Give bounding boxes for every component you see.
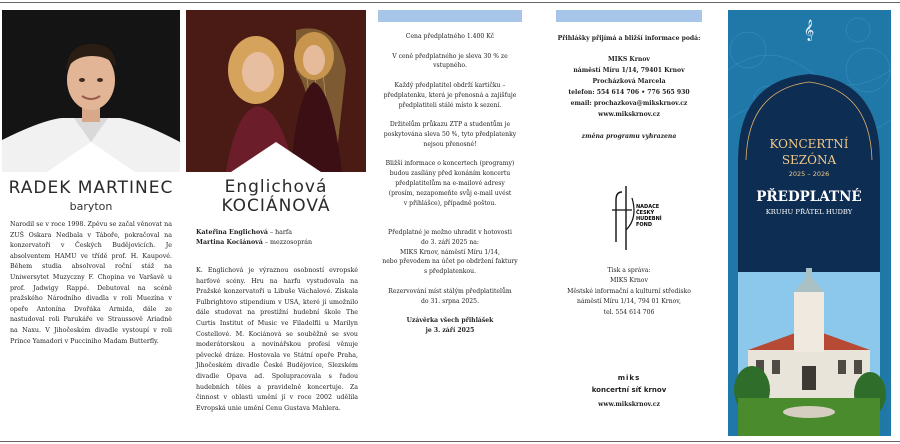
treble-clef-icon: 𝄞 (803, 20, 815, 41)
bottom-edge-line (0, 441, 900, 442)
p3lines-line: Bližší informace o koncertech (programy) (385, 160, 515, 168)
artist-bio: Narodil se v roce 1998. Zpěvu se začal věnovat na ZUŠ Oskara Nedbala v Táboře, pokračoval na konzervatoři v Českých Budějovicích. Je absolventem HAMU ve třídě prof. H. Kaupové. Během studia absolvoval roční stáž na Uniwersytet Muzyczny F. Chopina ve Varšavě u prof. Jadwigy Rappé. Debutoval na scéně pražského Národního divadla v roli Muezína v opeře Antonína Dvořáka Armida, dále ze nastudoval roli Parukáře ve Straussově Ariadně na Naxu. V Jihočeském divadle vystoupí v roli Prince Yamadori v Pucciniho Madam Butterfly. (10, 221, 172, 345)
p3lines-line: je 3. září 2025 (425, 326, 475, 334)
cover-title-line1: KONCERTNÍ (769, 137, 849, 151)
p3lines-line (378, 218, 522, 228)
top-edge-line (0, 2, 900, 3)
p3lines-line: nebo převodem na účet po obdržení faktury (382, 258, 518, 266)
p3lines-line: poskytována sleva 50 %, tyto předplatenky (383, 130, 517, 138)
applications-heading: Přihlášky přijímá a bližší informace podá: (557, 35, 701, 42)
p3lines-line (378, 110, 522, 120)
logo-text-cesky: ČESKÝ (636, 210, 655, 216)
p3lines-line: MIKS Krnov, náměstí Míru 1/14, (400, 248, 500, 256)
chevron-decoration (186, 142, 366, 172)
p4publisher-line: Tisk a správa: (607, 267, 651, 274)
p3lines-line: předplatiteli stálé místo k sezení. (398, 101, 502, 109)
p3lines-line: (prosím, nezapomeňte svůj e-mail uvést (388, 189, 512, 197)
p4contacts-line: www.mikskrnov.cz (598, 111, 660, 118)
cover-title-line2: SEZÓNA (781, 153, 837, 167)
koncertni-sit-logo: koncertní síť krnov (591, 386, 667, 394)
p4contacts-line: telefon: 554 614 706 • 776 565 930 (568, 89, 690, 96)
p4contacts-line: email: prochazkova@mikskrnov.cz (570, 100, 688, 107)
cover-subscription: PŘEDPLATNÉ (756, 189, 862, 205)
p3lines-line (378, 277, 522, 287)
p3lines-line: vstupného. (433, 62, 467, 70)
logo-text-hudebni: HUDEBNÍ (636, 216, 662, 222)
artist-name-line1: Englichová (224, 177, 328, 197)
p3lines-line (378, 42, 522, 52)
artist-bio: K. Englichová je výraznou osobností evropské harfové scény. Hru na harfu vystudovala na Pražské konzervatoři u Libuše Váchalové. Získala Fulbrightovo stipendium v USA, které jí umožnilo dále studovat na prestižní hudební škole The Curtis Institut of Music ve Filadelfii u Marilyn Costellové. M. Kociánová se souběžně se svou moderátorskou a novinářskou profesí věnuje pěvecké dráze. Hostovala ve Státní opeře Praha, Jihočeském divadle České Budějovice, Slezském divadle Opava ad. Spolupracovala s řadou hudebních těles a pravidelně koncertuje. Za činnost v oblasti umění jí v roce 2002 udělila Evropská unie umění Cenu Gustava Mahlera. (196, 267, 358, 412)
blue-header-bar (378, 10, 522, 22)
p4contacts-line: náměstí Míru 1/14, 79401 Krnov (573, 67, 685, 74)
p3lines-line: Držitelům průkazu ZTP a studentům je (389, 121, 511, 129)
blue-header-bar (556, 10, 702, 22)
p3lines-line (378, 208, 522, 218)
contact-block (556, 54, 702, 120)
p4publisher-line: MIKS Krnov (610, 277, 648, 285)
panel-radek-martinec (2, 8, 180, 440)
p3lines-line: Každý předplatitel obdrží kartičku – (394, 81, 506, 89)
credit-harp: Kateřina Englichová – harfa (196, 229, 293, 236)
p3lines-line: V ceně předplatného je sleva 30 % ze (392, 52, 508, 60)
p4contacts-line: MIKS Krnov (608, 56, 650, 63)
credit-mezzo: Martina Kociánová – mezzosoprán (196, 239, 313, 246)
panel-subscription-info (378, 8, 522, 440)
program-change-note: změna programu vyhrazena (581, 133, 677, 140)
panel-cover (728, 8, 891, 440)
p3lines-line: předplatenku, která je přenosná a zajišťuje (383, 91, 517, 99)
panel-englichova-kocianova (186, 8, 366, 440)
miks-logo: miks (617, 374, 641, 382)
performer-credits (196, 228, 358, 248)
p3lines-line: nejsou přenosné! (423, 140, 477, 148)
p3lines-line: do 3. září 2025 na: (421, 238, 479, 246)
logo-text-fond: FOND (636, 222, 653, 228)
p3lines-line: v přihlášce), případně poštou. (403, 199, 497, 207)
p4publisher-line: náměstí Míru 1/14, 794 01 Krnov, (577, 298, 681, 306)
p4contacts-line: Procházková Marcela (592, 78, 666, 85)
photo-englichova-kocianova (186, 10, 366, 172)
photo-radek-martinec (2, 10, 180, 172)
logo-text-nadace: NADACE (636, 204, 660, 210)
p3lines-line: Uzávěrka všech přihlášek (406, 317, 494, 325)
artist-name (186, 178, 366, 216)
subscription-conditions (378, 32, 522, 336)
panel-contacts (556, 8, 702, 440)
cover-artwork (728, 10, 891, 436)
cover-years: 2025 – 2026 (788, 170, 830, 178)
cover-subtitle: KRUHU PŘÁTEL HUDBY (765, 208, 853, 216)
p3lines-line (378, 71, 522, 81)
website: www.mikskrnov.cz (598, 401, 660, 408)
p4publisher-line: tel. 554 614 706 (603, 308, 655, 316)
p3lines-line: Rezervování míst stálým předplatitelům (388, 287, 512, 295)
cover-illustration (728, 10, 891, 436)
p3lines-line: Cena předplatného 1.400 Kč (405, 33, 495, 40)
nadace-chf-logo (604, 178, 666, 256)
voice-type: baryton (69, 200, 113, 213)
artist-name-line2: KOCIÁNOVÁ (221, 196, 331, 216)
chevron-decoration (2, 142, 180, 172)
publisher-block (556, 266, 702, 318)
p3lines-line (378, 306, 522, 316)
p3lines-line (378, 150, 522, 160)
artist-name: RADEK MARTINEC (8, 178, 174, 198)
p3lines-line: do 31. srpna 2025. (420, 297, 479, 305)
p4publisher-line: Městské informační a kulturní středisko (567, 287, 691, 295)
p3lines-line: s předplatenkou. (423, 268, 477, 276)
p3lines-line: budou zasílány před konáním koncertu (389, 170, 511, 178)
p3lines-line: předplatitelům na e-mailové adresy (395, 179, 505, 187)
p3lines-line: Předplatné je možno uhradit v hotovosti (388, 228, 512, 236)
